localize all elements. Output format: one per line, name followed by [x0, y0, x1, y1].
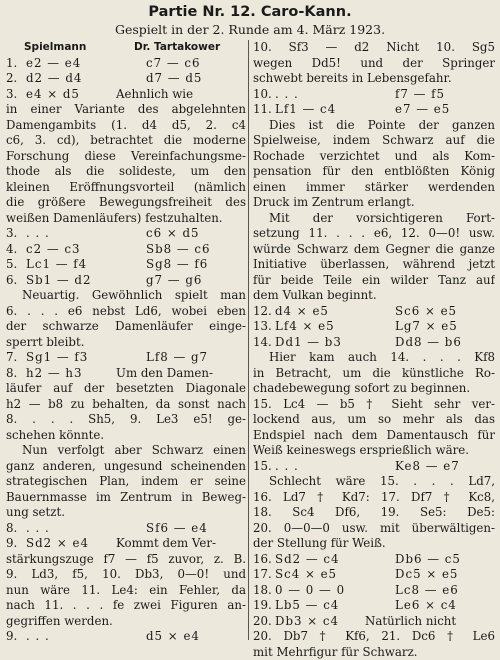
- annotation-line: für beide Teile ein wilder Tanz auf: [253, 273, 495, 289]
- annotation-line: Hier kam auch 14. . . . Kf8: [253, 350, 495, 366]
- move-number: 16.: [253, 552, 272, 568]
- white-move: Sg1 — f3: [26, 350, 88, 366]
- annotation-line: setzung 11. . . . e6, 12. 0—0! usw.: [253, 226, 495, 242]
- game-title: Partie Nr. 12. Caro-Kann.: [0, 4, 500, 20]
- annotation-line: 20. 0—0—0 usw. mit überwältigen-: [253, 521, 495, 537]
- annotation-line: mit Mehrfigur für Schwarz.: [253, 645, 495, 660]
- annotation-line: kleinen Eröffnungsvorteil (nämlich: [6, 180, 246, 196]
- move-row: [253, 87, 495, 103]
- annotation-line: 9. Ld3, f5, 10. Db3, 0—0! und: [6, 567, 246, 583]
- annotation-line: weißen Damenläufers) festzuhalten.: [6, 211, 246, 227]
- annotation-line: 6. . . . e6 nebst Ld6, wobei eben: [6, 304, 246, 320]
- move-row: [6, 366, 246, 382]
- annotation-line: wegen Dd5! und der Springer: [253, 56, 495, 72]
- annotation-line: 18. Sc4 Df6, 19. Se5: De5:: [253, 505, 495, 521]
- annotation-line: Spielweise, indem Schwarz auf die: [253, 133, 495, 149]
- white-move: Db3 ⨯ c4: [275, 614, 339, 630]
- white-move: Sd2 — c4: [275, 552, 340, 568]
- annotation-line: dem Vulkan beginnt.: [253, 288, 495, 304]
- annotation-line: gegriffen werden.: [6, 614, 246, 630]
- move-row: [6, 273, 246, 289]
- annotation-line: thode als die solideste, um den: [6, 164, 246, 180]
- black-move: Dd8 — b6: [395, 335, 462, 351]
- annotation-line: pensation für den entblößten König: [253, 164, 495, 180]
- white-move: . . .: [26, 226, 50, 242]
- annotation-line: 15. Lc4 — b5 † Sieht sehr ver-: [253, 397, 495, 413]
- move-row: [253, 319, 495, 335]
- annotation-line: Weiß keineswegs ersprießlich wäre.: [253, 443, 495, 459]
- annotation-line: 20. Db7 † Kf6, 21. Dc6 † Le6: [253, 629, 495, 645]
- move-row: [6, 226, 246, 242]
- move-row: [6, 536, 246, 552]
- black-move: e7 — e5: [395, 102, 450, 118]
- move-row: [6, 629, 246, 645]
- white-move: d4 ⨯ e5: [275, 304, 329, 320]
- white-move: h2 — h3: [26, 366, 83, 382]
- white-move: c2 — c3: [26, 242, 81, 258]
- annotation-line: Endspiel nach dem Damentausch für: [253, 428, 495, 444]
- black-player: Dr. Tartakower: [134, 40, 220, 56]
- annotation-line: in Betracht, um die künstliche Ro-: [253, 366, 495, 382]
- annotation-line: 16. Ld7 † Kd7: 17. Df7 † Kc8,: [253, 490, 495, 506]
- annotation-line: nun wäre 11. Le4: ein Fehler, da: [6, 583, 246, 599]
- move-row: [253, 552, 495, 568]
- move-number: 11.: [253, 102, 272, 118]
- move-row: [6, 521, 246, 537]
- white-move: Lf1 — c4: [275, 102, 336, 118]
- move-number: 14.: [253, 335, 272, 351]
- move-number: 7.: [6, 350, 17, 366]
- move-number: 8.: [6, 521, 17, 537]
- move-row: [6, 350, 246, 366]
- white-move: e4 ⨯ d5: [26, 87, 80, 103]
- move-number: 15.: [253, 459, 272, 475]
- annotation-line: einen immer stärker werdenden: [253, 180, 495, 196]
- white-move: Sc4 ⨯ e5: [275, 567, 337, 583]
- move-row: [253, 304, 495, 320]
- annotation-line: Forschung diese Vereinfachungsme-: [6, 149, 246, 165]
- black-move: d7 — d5: [146, 71, 202, 87]
- black-move: f7 — f5: [395, 87, 445, 103]
- black-move: Sc6 ⨯ e5: [395, 304, 457, 320]
- annotation-line: sperrt bleibt.: [6, 335, 246, 351]
- black-move: c7 — c6: [146, 56, 201, 72]
- move-row: [253, 335, 495, 351]
- move-number: 13.: [253, 319, 272, 335]
- move-row: [6, 56, 246, 72]
- move-number: 2.: [6, 71, 17, 87]
- move-number: 9.: [6, 629, 17, 645]
- move-comment: Um den Damen-: [116, 366, 213, 382]
- move-number: 17.: [253, 567, 272, 583]
- right-column: [253, 40, 495, 660]
- annotation-line: der schwarze Damenläufer einge-: [6, 319, 246, 335]
- black-move: Sb8 — c6: [146, 242, 211, 258]
- white-move: . . .: [26, 629, 50, 645]
- annotation-line: ung setzt.: [6, 505, 246, 521]
- black-move: Ke8 — e7: [395, 459, 460, 475]
- annotation-line: würde Schwarz dem Gegner die ganze: [253, 242, 495, 258]
- annotation-line: der Stellung für Weiß.: [253, 536, 495, 552]
- annotation-line: Mit der vorsichtigeren Fort-: [253, 211, 495, 227]
- annotation-line: die größere Bewegungsfreiheit des: [6, 195, 246, 211]
- move-number: 3.: [6, 226, 17, 242]
- annotation-line: 10. Sf3 — d2 Nicht 10. Sg5: [253, 40, 495, 56]
- move-row: [253, 614, 495, 630]
- move-number: 6.: [6, 273, 17, 289]
- annotation-line: chadebewegung sofort zu beginnen.: [253, 381, 495, 397]
- move-number: 3.: [6, 87, 17, 103]
- move-number: 1.: [6, 56, 17, 72]
- annotation-line: Damengambits (1. d4 d5, 2. c4: [6, 118, 246, 134]
- white-move: . . .: [275, 459, 299, 475]
- move-number: 10.: [253, 87, 272, 103]
- annotation-line: 8. . . . Sh5, 9. Le3 e5! ge-: [6, 412, 246, 428]
- black-move: Db6 — c5: [395, 552, 461, 568]
- annotation-line: Nun verfolgt aber Schwarz einen: [6, 443, 246, 459]
- white-move: Lc1 — f4: [26, 257, 87, 273]
- move-number: 8.: [6, 366, 17, 382]
- white-move: Sb1 — d2: [26, 273, 92, 289]
- column-divider: [248, 40, 249, 640]
- annotation-line: Schlecht wäre 15. . . . Ld7,: [253, 474, 495, 490]
- black-move: Lg7 ⨯ e5: [395, 319, 458, 335]
- white-move: . . .: [275, 87, 299, 103]
- annotation-line: schwebt bereits in Lebensgefahr.: [253, 71, 495, 87]
- annotation-line: strategischen Plan, indem er seine: [6, 474, 246, 490]
- annotation-line: ganz anderen, ungesund scheinenden: [6, 459, 246, 475]
- annotation-line: schehen könnte.: [6, 428, 246, 444]
- annotation-line: Neuartig. Gewöhnlich spielt man: [6, 288, 246, 304]
- annotation-line: stärkungszuge f7 — f5 zuvor, z. B.: [6, 552, 246, 568]
- black-move: g7 — g6: [146, 273, 202, 289]
- white-move: 0 — 0 — 0: [275, 583, 345, 599]
- white-move: Lb5 — c4: [275, 598, 339, 614]
- annotation-line: Bauernmasse im Zentrum in Beweg-: [6, 490, 246, 506]
- white-move: d2 — d4: [26, 71, 82, 87]
- annotation-line: h2 — b8 zu behalten, da sonst nach: [6, 397, 246, 413]
- white-move: Sd2 ⨯ e4: [26, 536, 89, 552]
- move-row: [253, 598, 495, 614]
- move-comment: Natürlich nicht: [365, 614, 456, 630]
- game-subtitle: Gespielt in der 2. Runde am 4. März 1923.: [0, 22, 500, 37]
- move-row: [6, 257, 246, 273]
- move-row: [253, 102, 495, 118]
- black-move: Sf6 — e4: [146, 521, 208, 537]
- annotation-line: Initiative überlassen, während jetzt: [253, 257, 495, 273]
- annotation-line: c6, 3. cd), betrachtet die moderne: [6, 133, 246, 149]
- black-move: Le6 ⨯ c4: [395, 598, 457, 614]
- black-move: Dc5 ⨯ e5: [395, 567, 458, 583]
- annotation-line: Rochade verzichtet und als Kom-: [253, 149, 495, 165]
- white-move: . . .: [26, 521, 50, 537]
- left-column: [6, 40, 246, 645]
- move-number: 4.: [6, 242, 17, 258]
- move-row: [6, 71, 246, 87]
- annotation-line: nach 11. . . . fe zwei Figuren an-: [6, 598, 246, 614]
- annotation-line: Druck im Zentrum erlangt.: [253, 195, 495, 211]
- move-number: 5.: [6, 257, 17, 273]
- white-move: e2 — e4: [26, 56, 81, 72]
- move-row: [6, 242, 246, 258]
- move-number: 9.: [6, 536, 17, 552]
- move-number: 19.: [253, 598, 272, 614]
- annotation-line: in einer Variante des abgelehnten: [6, 102, 246, 118]
- annotation-line: läufer auf der besetzten Diagonale: [6, 381, 246, 397]
- white-move: Lf4 ⨯ e5: [275, 319, 335, 335]
- black-move: d5 ⨯ e4: [146, 629, 200, 645]
- move-row: [6, 87, 246, 103]
- move-row: [253, 583, 495, 599]
- move-number: 18.: [253, 583, 272, 599]
- black-move: Sg8 — f6: [146, 257, 208, 273]
- move-number: 12.: [253, 304, 272, 320]
- white-move: Dd1 — b3: [275, 335, 342, 351]
- annotation-line: Dies ist die Pointe der ganzen: [253, 118, 495, 134]
- black-move: Lc8 — e6: [395, 583, 459, 599]
- annotation-line: lockend aus, um so mehr als das: [253, 412, 495, 428]
- move-row: [253, 567, 495, 583]
- move-number: 20.: [253, 614, 272, 630]
- player-names-row: [6, 40, 246, 56]
- move-comment: Kommt dem Ver-: [116, 536, 216, 552]
- black-move: Lf8 — g7: [146, 350, 208, 366]
- black-move: c6 ⨯ d5: [146, 226, 200, 242]
- move-row: [253, 459, 495, 475]
- white-player: Spielmann: [24, 40, 86, 56]
- move-comment: Aehnlich wie: [116, 87, 193, 103]
